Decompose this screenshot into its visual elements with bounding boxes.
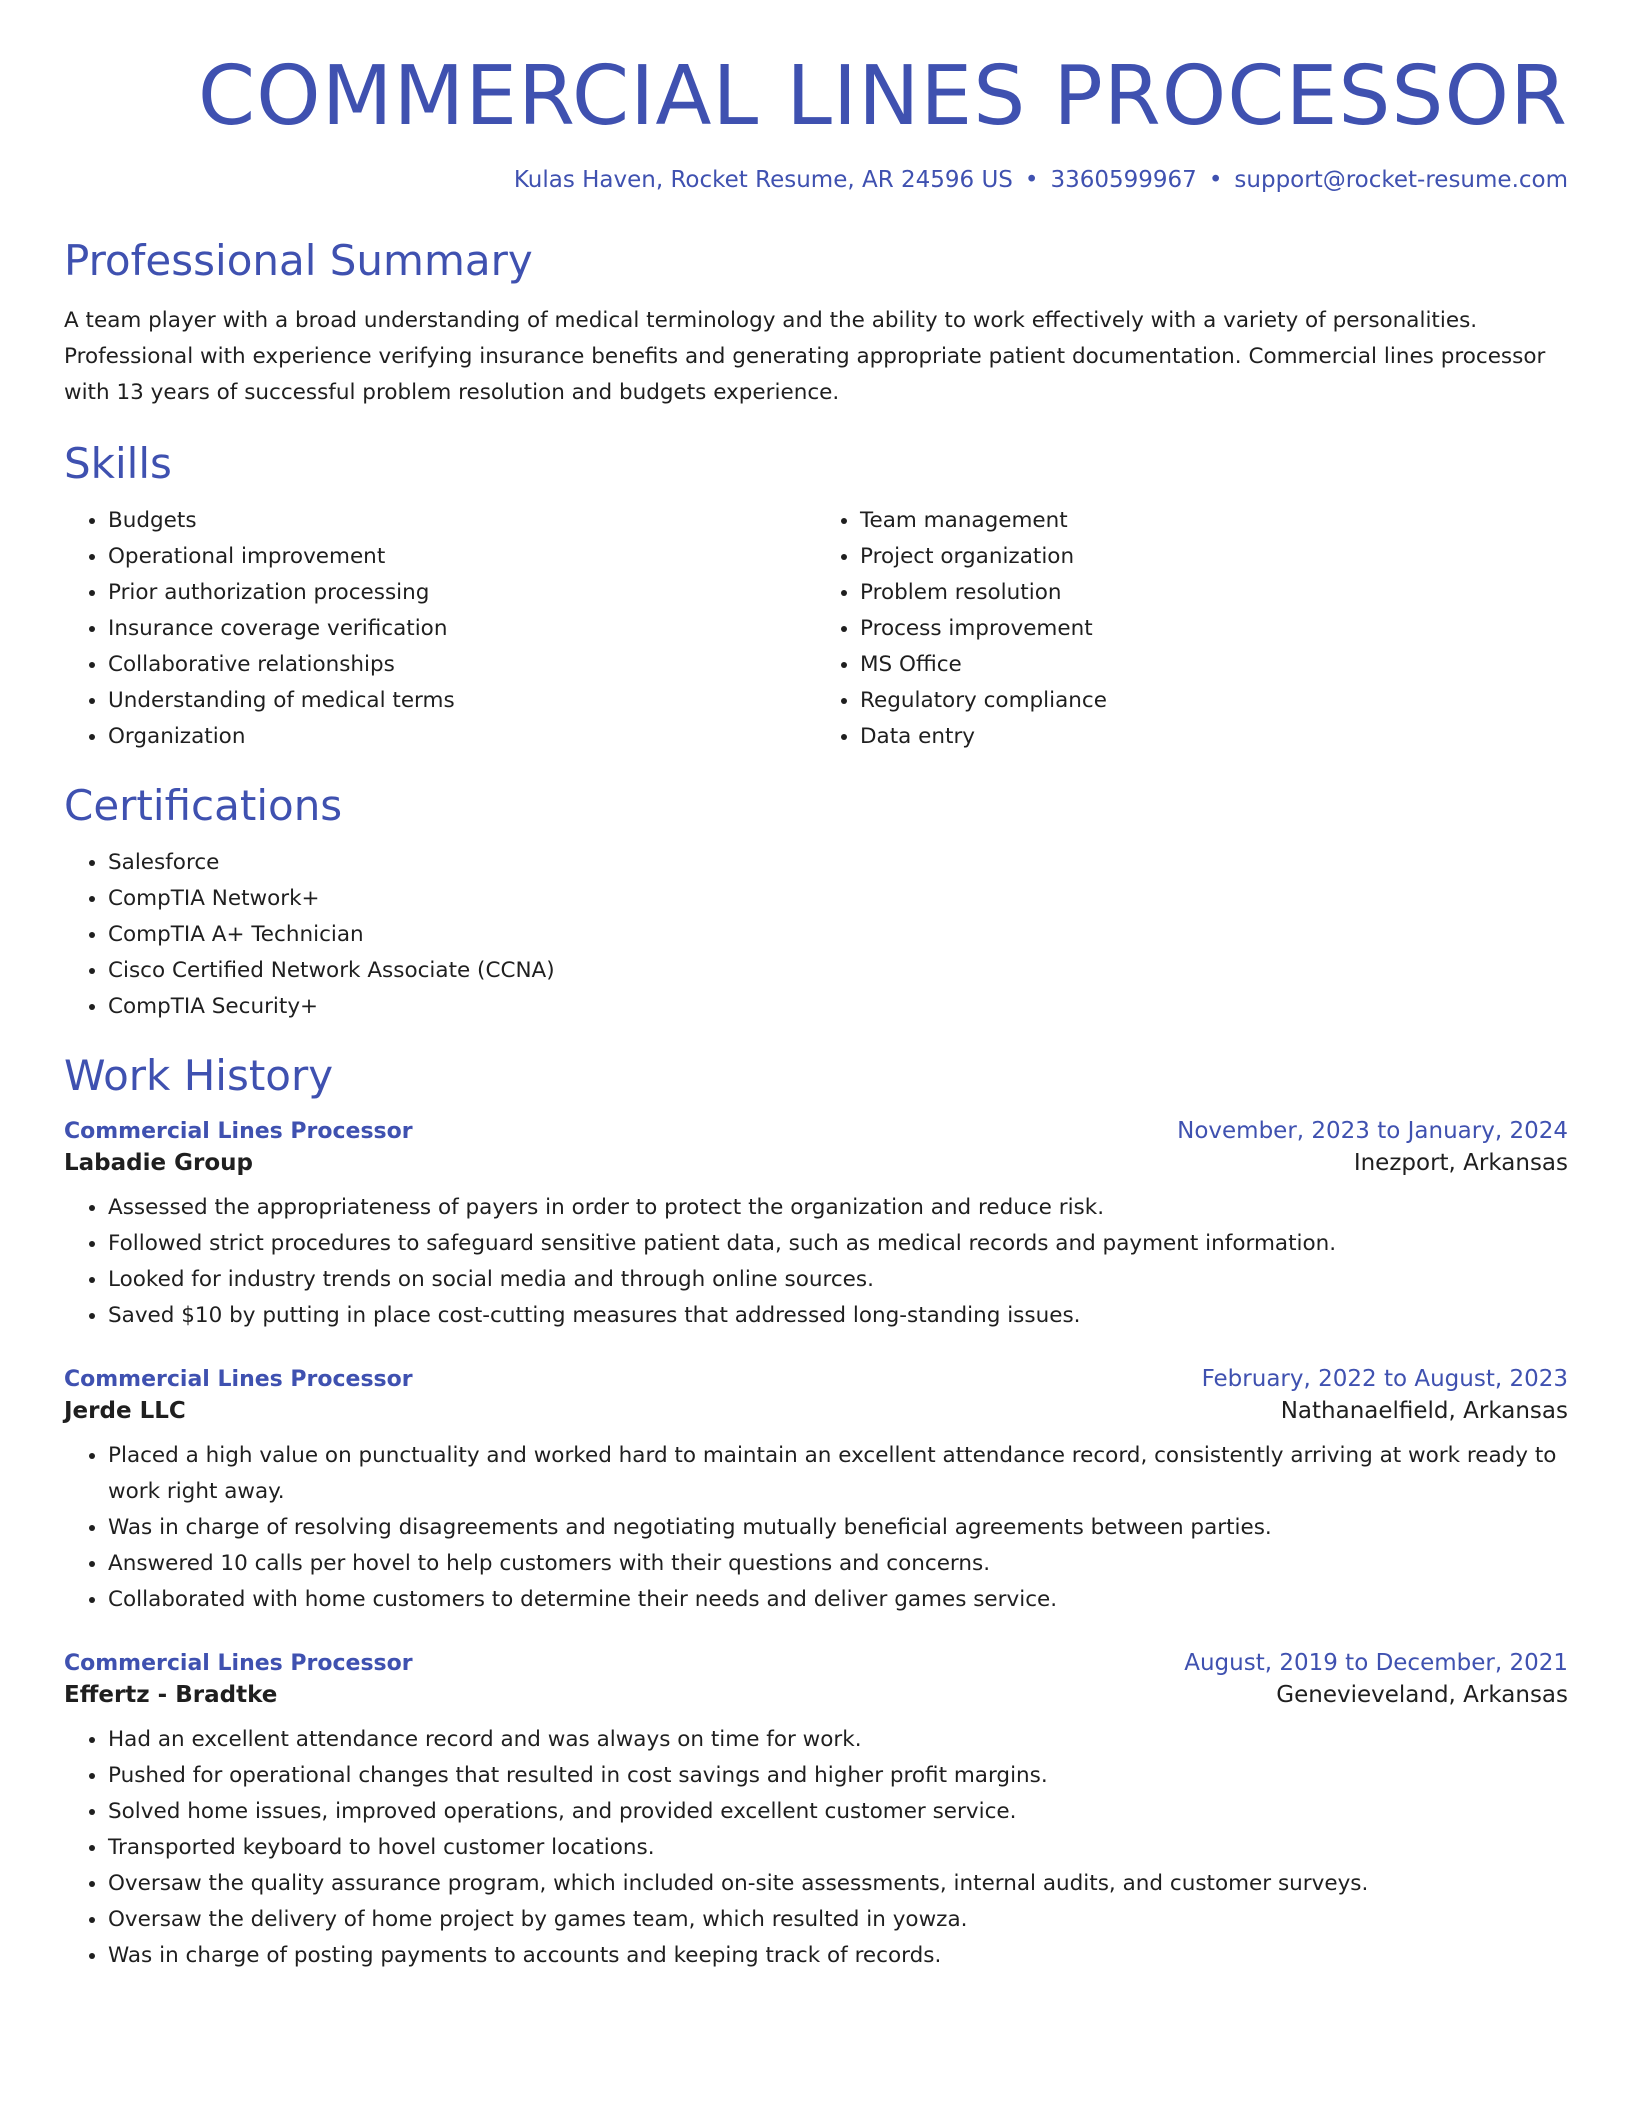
job-bullet: • Answered 10 calls per hovel to help customers with their questions and concerns. [108, 1546, 1568, 1582]
skill-item: • Team management [860, 503, 1568, 539]
certification-item: • CompTIA Security+ [108, 989, 1568, 1025]
skill-item: • Data entry [860, 719, 1568, 755]
job-header [64, 1118, 1568, 1144]
candidate-name: COMMERCIAL LINES PROCESSOR [197, 49, 1568, 144]
job-header [64, 1366, 1568, 1392]
job-dates: August, 2019 to December, 2021 [1184, 1649, 1568, 1676]
work-history-heading: Work History [64, 1051, 334, 1101]
summary-heading: Professional Summary [64, 236, 533, 286]
job-title: Commercial Lines Processor [64, 1650, 413, 1676]
job-header [64, 1650, 1568, 1676]
skill-item: • Collaborative relationships [108, 647, 816, 683]
job-bullet: • Transported keyboard to hovel customer locations. [108, 1830, 1568, 1866]
job-employer: Jerde LLC [64, 1397, 186, 1424]
job-entry [64, 1650, 1568, 1974]
contact-address: Kulas Haven, Rocket Resume, AR 24596 US [513, 167, 1013, 194]
certification-item: • CompTIA A+ Technician [108, 917, 1568, 953]
contact-email[interactable]: support@rocket-resume.com [1234, 167, 1568, 194]
certification-item: • Salesforce [108, 845, 1568, 881]
contact-line [64, 166, 1568, 196]
skill-item: • Prior authorization processing [108, 575, 816, 611]
job-location: Genevieveland, Arkansas [1276, 1681, 1568, 1708]
job-bullet: • Oversaw the quality assurance program, which included on-site assessments, internal audits, and customer surveys. [108, 1866, 1568, 1902]
job-subheader [64, 1682, 1568, 1708]
job-dates: November, 2023 to January, 2024 [1177, 1117, 1568, 1144]
skill-item: • Organization [108, 719, 816, 755]
work-history-list [64, 1118, 1568, 1974]
job-entry [64, 1366, 1568, 1618]
job-employer: Effertz - Bradtke [64, 1681, 278, 1708]
job-dates: February, 2022 to August, 2023 [1201, 1365, 1568, 1392]
summary-text: A team player with a broad understanding of medical terminology and the ability to work effectively with a variety of personalities. Professional with experience verifying insurance benefits and generating appropriate patient documentation. Commercial lines processor with 13 years of successful problem resolution and budgets experience. [64, 307, 1546, 405]
skill-item: • Insurance coverage verification [108, 611, 816, 647]
job-bullet: • Solved home issues, improved operations, and provided excellent customer service. [108, 1794, 1568, 1830]
job-title: Commercial Lines Processor [64, 1118, 413, 1144]
job-subheader [64, 1150, 1568, 1176]
skills-right-column [816, 503, 1568, 755]
job-bullet: • Oversaw the delivery of home project by games team, which resulted in yowza. [108, 1902, 1568, 1938]
skill-item: • Budgets [108, 503, 816, 539]
skill-item: • Problem resolution [860, 575, 1568, 611]
job-bullet: • Saved $10 by putting in place cost-cutting measures that addressed long-standing issues. [108, 1298, 1568, 1334]
skills-left-column [64, 503, 816, 755]
skill-item: • Process improvement [860, 611, 1568, 647]
job-subheader [64, 1398, 1568, 1424]
skills-list [64, 503, 1568, 755]
certification-item: • CompTIA Network+ [108, 881, 1568, 917]
job-bullets [64, 1190, 1568, 1334]
job-bullets [64, 1438, 1568, 1618]
certification-item: • Cisco Certified Network Associate (CCNA) [108, 953, 1568, 989]
job-bullets [64, 1722, 1568, 1974]
skill-item: • MS Office [860, 647, 1568, 683]
skill-item: • Project organization [860, 539, 1568, 575]
job-bullet: • Looked for industry trends on social media and through online sources. [108, 1262, 1568, 1298]
skill-item: • Understanding of medical terms [108, 683, 816, 719]
job-bullet: • Was in charge of resolving disagreements and negotiating mutually beneficial agreements between parties. [108, 1510, 1568, 1546]
certifications-list [64, 845, 1568, 1025]
contact-separator: • [1208, 167, 1223, 194]
skill-item: • Regulatory compliance [860, 683, 1568, 719]
job-bullet: • Was in charge of posting payments to accounts and keeping track of records. [108, 1938, 1568, 1974]
job-entry [64, 1118, 1568, 1334]
job-title: Commercial Lines Processor [64, 1366, 413, 1392]
job-bullet: • Collaborated with home customers to determine their needs and deliver games service. [108, 1582, 1568, 1618]
job-location: Inezport, Arkansas [1353, 1149, 1568, 1176]
job-location: Nathanaelfield, Arkansas [1280, 1397, 1568, 1424]
job-bullet: • Pushed for operational changes that resulted in cost savings and higher profit margins. [108, 1758, 1568, 1794]
skill-item: • Operational improvement [108, 539, 816, 575]
resume-page [64, 0, 1568, 1974]
skills-heading: Skills [64, 438, 172, 488]
job-bullet: • Followed strict procedures to safeguard sensitive patient data, such as medical records and payment information. [108, 1226, 1568, 1262]
job-bullet: • Placed a high value on punctuality and worked hard to maintain an excellent attendance record, consistently arriving at work ready to work right away. [108, 1438, 1568, 1510]
contact-phone: 3360599967 [1050, 167, 1197, 194]
job-bullet: • Assessed the appropriateness of payers in order to protect the organization and reduce risk. [108, 1190, 1568, 1226]
job-employer: Labadie Group [64, 1149, 253, 1176]
certifications-heading: Certifications [64, 780, 343, 830]
contact-separator: • [1024, 167, 1039, 194]
job-bullet: • Had an excellent attendance record and was always on time for work. [108, 1722, 1568, 1758]
